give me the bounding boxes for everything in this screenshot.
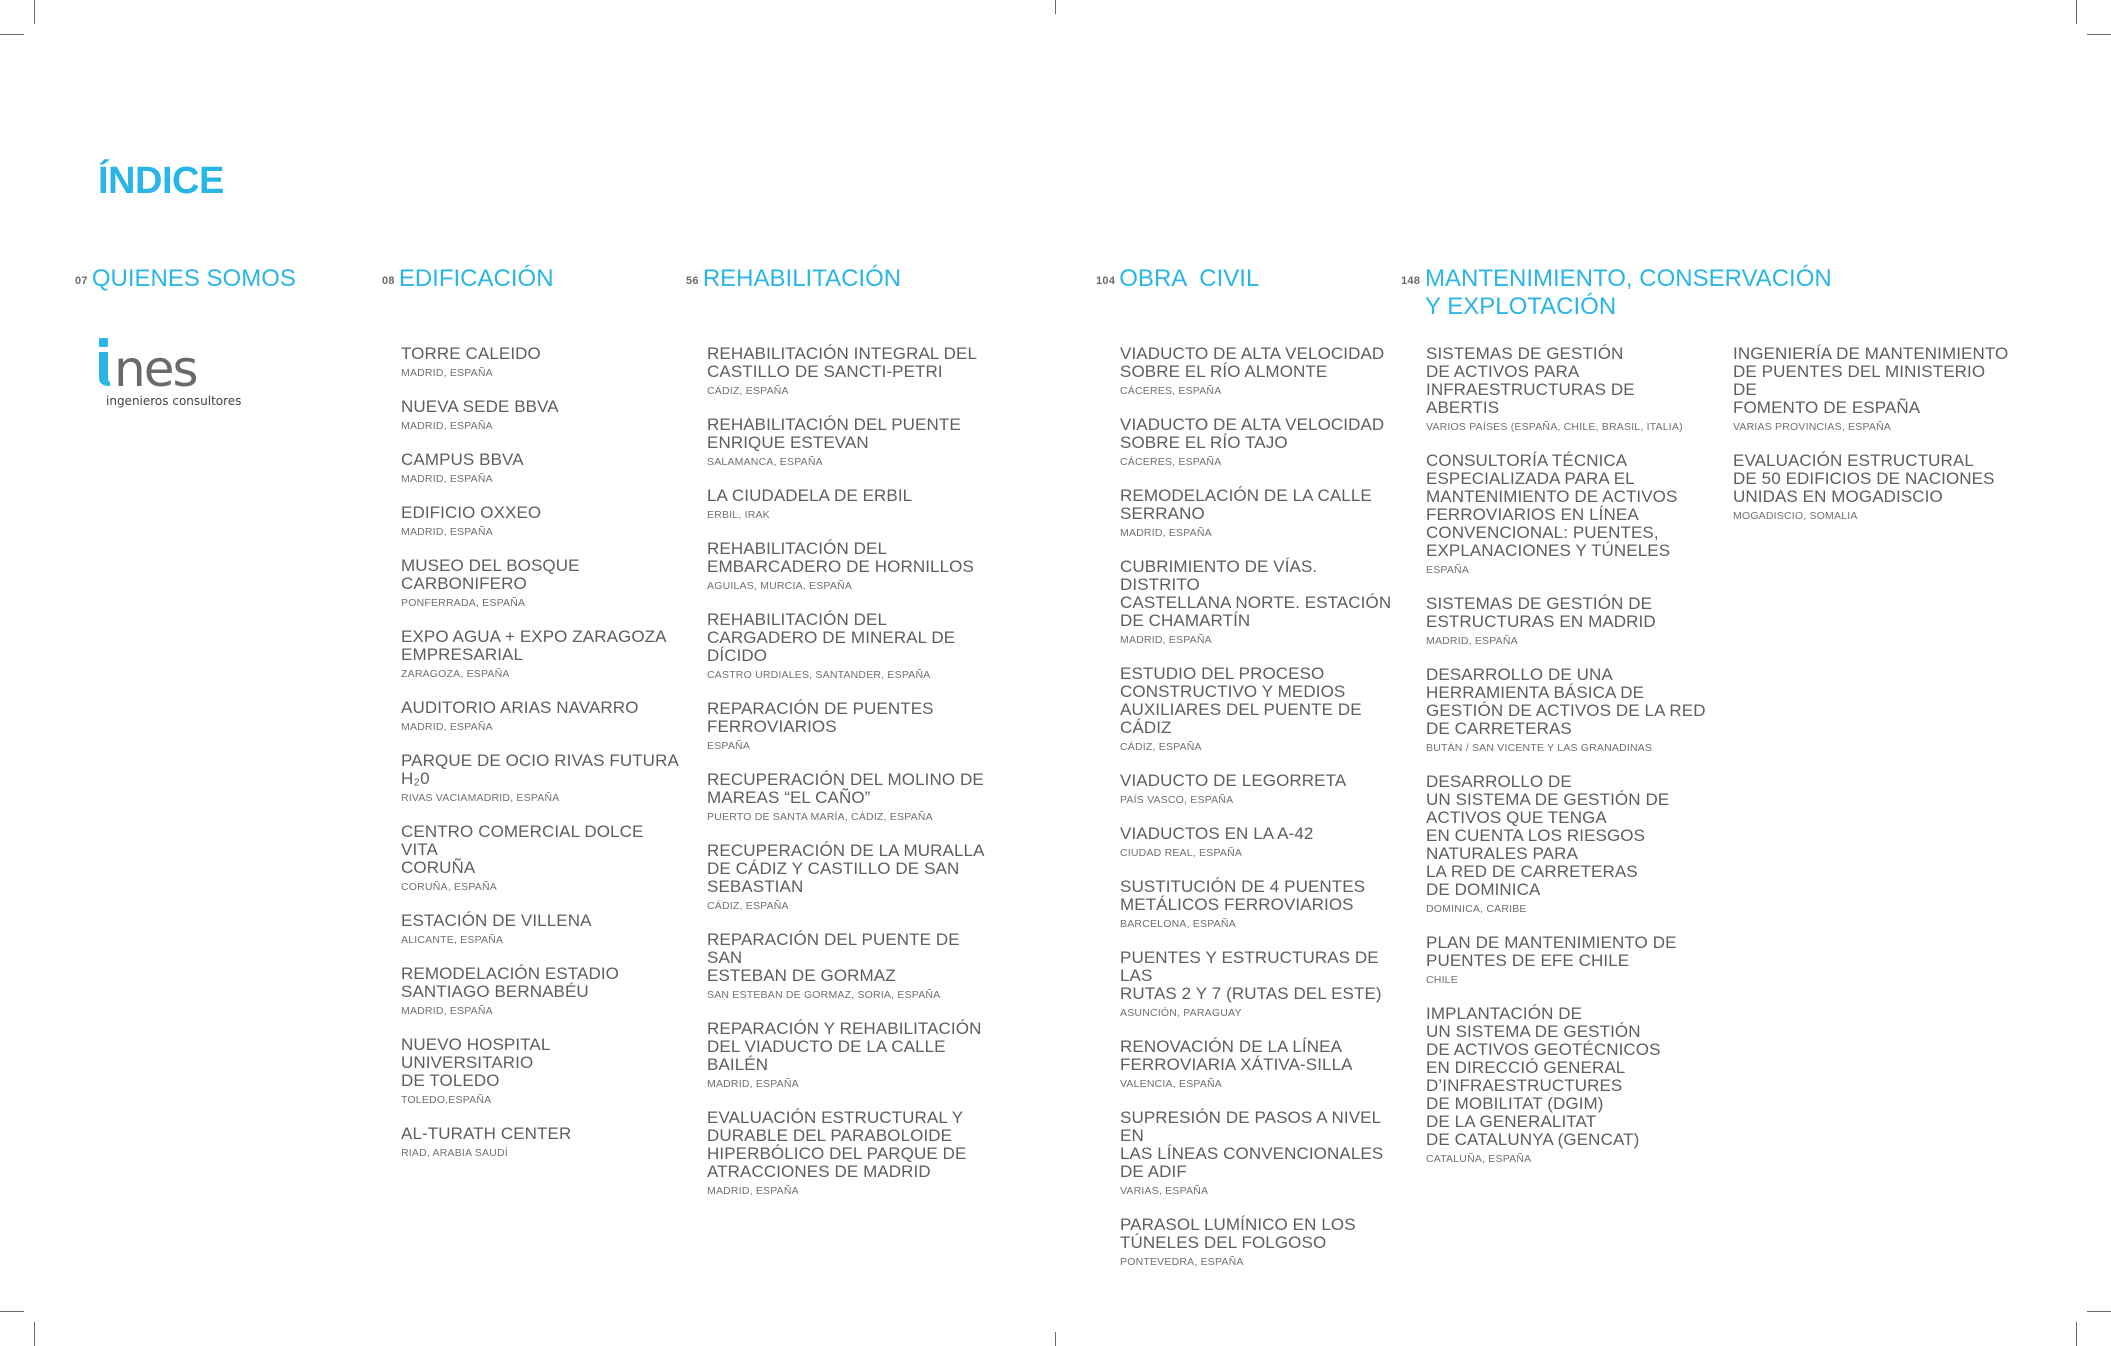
crop-mark (34, 0, 35, 24)
entry-title: RENOVACIÓN DE LA LÍNEA FERROVIARIA XÁTIVA-SILLA (1120, 1037, 1353, 1074)
entry-location: MADRID, ESPAÑA (401, 420, 493, 432)
entry-title: DESARROLLO DE UN SISTEMA DE GESTIÓN DE ACTIVOS QUE TENGA EN CUENTA LOS RIESGOS NATURALES PARA LA RED DE CARRETERAS DE DOMINICA (1426, 772, 1670, 899)
section-heading-rehabilitacion[interactable] (686, 265, 901, 295)
index-entry[interactable] (401, 912, 681, 947)
entry-location: CASTRO URDIALES, SANTANDER, ESPAÑA (707, 669, 931, 681)
entry-title: AUDITORIO ARIAS NAVARRO (401, 698, 639, 717)
column-mantenimiento-2 (1733, 345, 2013, 541)
entry-title: REPARACIÓN DEL PUENTE DE SAN ESTEBAN DE GORMAZ (707, 930, 960, 985)
index-entry[interactable] (707, 1020, 987, 1091)
entry-title: EVALUACIÓN ESTRUCTURAL DE 50 EDIFICIOS DE NACIONES UNIDAS EN MOGADISCIO (1733, 451, 1995, 506)
column-obra-civil (1120, 345, 1400, 1287)
entry-title: EVALUACIÓN ESTRUCTURAL Y DURABLE DEL PARABOLOIDE HIPERBÓLICO DEL PARQUE DE ATRACCIONES DE MADRID (707, 1108, 967, 1181)
crop-mark (1055, 0, 1056, 14)
index-entry[interactable] (1733, 452, 2013, 523)
entry-location: VARIOS PAÍSES (ESPAÑA, CHILE, BRASIL, ITALIA) (1426, 421, 1683, 433)
entry-title: CAMPUS BBVA (401, 450, 524, 469)
entry-location: ZARAGOZA, ESPAÑA (401, 668, 510, 680)
index-entry[interactable] (707, 611, 987, 682)
entry-location: ESPAÑA (1426, 564, 1470, 576)
crop-mark (34, 1322, 35, 1346)
entry-location: MADRID, ESPAÑA (401, 473, 493, 485)
section-heading-obra-civil[interactable] (1096, 265, 1259, 295)
index-entry[interactable] (707, 416, 987, 469)
entry-location: MADRID, ESPAÑA (707, 1078, 799, 1090)
entry-location: SALAMANCA, ESPAÑA (707, 456, 823, 468)
entry-location: MADRID, ESPAÑA (707, 1185, 799, 1197)
index-entry[interactable] (1120, 558, 1400, 647)
entry-title: PLAN DE MANTENIMIENTO DE PUENTES DE EFE CHILE (1426, 933, 1677, 970)
section-label: REHABILITACIÓN (702, 265, 902, 292)
entry-title: AL-TURATH CENTER (401, 1124, 572, 1143)
entry-title: REPARACIÓN Y REHABILITACIÓN DEL VIADUCTO DE LA CALLE BAILÉN (707, 1019, 982, 1074)
crop-mark (2076, 0, 2077, 24)
entry-location: CÁCERES, ESPAÑA (1120, 456, 1222, 468)
entry-title: SUPRESIÓN DE PASOS A NIVEL EN LAS LÍNEAS CONVENCIONALES DE ADIF (1120, 1108, 1384, 1181)
index-entry[interactable] (401, 752, 681, 805)
index-entry[interactable] (1120, 1038, 1400, 1091)
ines-logo (96, 334, 246, 414)
index-entry[interactable] (401, 699, 681, 734)
section-heading-mantenimiento[interactable] (1401, 265, 1861, 321)
index-entry[interactable] (707, 487, 987, 522)
entry-location: MADRID, ESPAÑA (1120, 634, 1212, 646)
logo-tagline: ingenieros consultores (106, 394, 242, 408)
section-label: OBRA CIVIL (1119, 265, 1260, 292)
section-label: MANTENIMIENTO, CONSERVACIÓN Y EXPLOTACIÓN (1425, 265, 1832, 320)
entry-location: CHILE (1426, 974, 1458, 986)
index-entry[interactable] (1120, 345, 1400, 398)
page-title: ÍNDICE (98, 160, 224, 202)
index-entry[interactable] (1120, 1216, 1400, 1269)
index-entry[interactable] (401, 398, 681, 433)
index-entry[interactable] (401, 965, 681, 1018)
index-entry[interactable] (707, 931, 987, 1002)
entry-location: MADRID, ESPAÑA (401, 526, 493, 538)
section-heading-quienes-somos[interactable] (75, 265, 296, 295)
entry-location: MOGADISCIO, SOMALIA (1733, 510, 1858, 522)
entry-title: INGENIERÍA DE MANTENIMIENTO DE PUENTES DEL MINISTERIO DE FOMENTO DE ESPAÑA (1733, 344, 2009, 417)
crop-mark (1055, 1332, 1056, 1346)
entry-location: VALENCIA, ESPAÑA (1120, 1078, 1223, 1090)
entry-title: REMODELACIÓN ESTADIO SANTIAGO BERNABÉU (401, 964, 619, 1001)
entry-location: MADRID, ESPAÑA (1426, 635, 1518, 647)
index-entry[interactable] (401, 823, 681, 894)
entry-location: VARIAS PROVINCIAS, ESPAÑA (1733, 421, 1892, 433)
entry-title: CONSULTORÍA TÉCNICA ESPECIALIZADA PARA EL MANTENIMIENTO DE ACTIVOS FERROVIARIOS EN LÍNEA CONVENCIONAL: PUENTES, EXPLANACIONES Y TÚNELES (1426, 451, 1678, 560)
entry-title: SUSTITUCIÓN DE 4 PUENTES METÁLICOS FERROVIARIOS (1120, 877, 1366, 914)
entry-title: REMODELACIÓN DE LA CALLE SERRANO (1120, 486, 1372, 523)
entry-location: ASUNCIÓN, PARAGUAY (1120, 1007, 1242, 1019)
index-entry[interactable] (707, 540, 987, 593)
entry-title: CENTRO COMERCIAL DOLCE VITA CORUÑA (401, 822, 644, 877)
column-edificacion (401, 345, 681, 1178)
index-entry[interactable] (1120, 487, 1400, 540)
crop-mark (2076, 1322, 2077, 1346)
entry-title: CUBRIMIENTO DE VÍAS. DISTRITO CASTELLANA NORTE. ESTACIÓN DE CHAMARTÍN (1120, 557, 1392, 630)
section-label: EDIFICACIÓN (398, 265, 554, 292)
entry-location: CÁCERES, ESPAÑA (1120, 385, 1222, 397)
entry-location: PAÍS VASCO, ESPAÑA (1120, 794, 1234, 806)
entry-location: RIVAS VACIAMADRID, ESPAÑA (401, 792, 560, 804)
entry-title: MUSEO DEL BOSQUE CARBONIFERO (401, 556, 580, 593)
crop-mark (2087, 34, 2111, 35)
entry-title: PARQUE DE OCIO RIVAS FUTURA H₂0 (401, 751, 679, 788)
entry-location: DOMINICA, CARIBE (1426, 903, 1527, 915)
column-mantenimiento-1 (1426, 345, 1706, 1184)
entry-location: CATALUÑA, ESPAÑA (1426, 1153, 1532, 1165)
crop-mark (0, 34, 24, 35)
entry-title: PARASOL LUMÍNICO EN LOS TÚNELES DEL FOLGOSO (1120, 1215, 1356, 1252)
section-page-number: 56 (686, 275, 699, 287)
index-entry[interactable] (401, 1036, 681, 1107)
index-entry[interactable] (1426, 773, 1706, 916)
crop-mark (2087, 1311, 2111, 1312)
index-entry[interactable] (401, 451, 681, 486)
section-page-number: 08 (382, 275, 395, 287)
entry-title: REHABILITACIÓN DEL CARGADERO DE MINERAL DE DÍCIDO (707, 610, 956, 665)
entry-title: REHABILITACIÓN DEL EMBARCADERO DE HORNILLOS (707, 539, 974, 576)
entry-location: BUTÁN / SAN VICENTE Y LAS GRANADINAS (1426, 742, 1653, 754)
entry-location: CÁDIZ, ESPAÑA (1120, 741, 1202, 753)
entry-location: CIUDAD REAL, ESPAÑA (1120, 847, 1243, 859)
section-heading-edificacion[interactable] (382, 265, 554, 295)
entry-location: CÁDIZ, ESPAÑA (707, 900, 789, 912)
entry-title: REHABILITACIÓN DEL PUENTE ENRIQUE ESTEVAN (707, 415, 961, 452)
index-entry[interactable] (1120, 825, 1400, 860)
index-entry[interactable] (707, 842, 987, 913)
entry-title: VIADUCTO DE LEGORRETA (1120, 771, 1347, 790)
section-page-number: 07 (75, 275, 88, 287)
index-entry[interactable] (1120, 665, 1400, 754)
index-entry[interactable] (401, 1125, 681, 1160)
entry-location: ESPAÑA (707, 740, 751, 752)
section-label: QUIENES SOMOS (91, 265, 296, 292)
entry-title: TORRE CALEIDO (401, 344, 541, 363)
entry-location: MADRID, ESPAÑA (401, 367, 493, 379)
entry-location: TOLEDO,ESPAÑA (401, 1094, 492, 1106)
section-page-number: 104 (1096, 275, 1116, 287)
entry-location: VARIAS, ESPAÑA (1120, 1185, 1209, 1197)
entry-title: RECUPERACIÓN DE LA MURALLA DE CÁDIZ Y CASTILLO DE SAN SEBASTIAN (707, 841, 985, 896)
index-entry[interactable] (1120, 878, 1400, 931)
entry-title: ESTACIÓN DE VILLENA (401, 911, 592, 930)
index-entry[interactable] (1733, 345, 2013, 434)
entry-location: AGUILAS, MURCIA, ESPAÑA (707, 580, 853, 592)
entry-title: ESTUDIO DEL PROCESO CONSTRUCTIVO Y MEDIOS AUXILIARES DEL PUENTE DE CÁDIZ (1120, 664, 1362, 737)
index-entry[interactable] (1426, 934, 1706, 987)
entry-location: PONFERRADA, ESPAÑA (401, 597, 526, 609)
column-rehabilitacion (707, 345, 987, 1216)
index-entry[interactable] (1426, 1005, 1706, 1166)
entry-title: IMPLANTACIÓN DE UN SISTEMA DE GESTIÓN DE ACTIVOS GEOTÉCNICOS EN DIRECCIÓ GENERAL D’INFRAESTRUCTURES DE MOBILITAT (DGIM) DE LA GENERALITAT DE CATALUNYA (GENCAT) (1426, 1004, 1661, 1149)
index-entry[interactable] (707, 345, 987, 398)
entry-title: REHABILITACIÓN INTEGRAL DEL CASTILLO DE SANCTI-PETRI (707, 344, 978, 381)
entry-title: LA CIUDADELA DE ERBIL (707, 486, 913, 505)
index-entry[interactable] (401, 345, 681, 380)
index-entry[interactable] (1120, 949, 1400, 1020)
entry-location: PONTEVEDRA, ESPAÑA (1120, 1256, 1244, 1268)
entry-title: VIADUCTO DE ALTA VELOCIDAD SOBRE EL RÍO ALMONTE (1120, 344, 1385, 381)
entry-location: ALICANTE, ESPAÑA (401, 934, 504, 946)
entry-title: REPARACIÓN DE PUENTES FERROVIARIOS (707, 699, 934, 736)
entry-title: EXPO AGUA + EXPO ZARAGOZA EMPRESARIAL (401, 627, 667, 664)
index-entry[interactable] (1120, 772, 1400, 807)
index-entry[interactable] (707, 700, 987, 753)
index-entry[interactable] (1120, 1109, 1400, 1198)
entry-location: MADRID, ESPAÑA (401, 1005, 493, 1017)
index-entry[interactable] (401, 628, 681, 681)
entry-location: PUERTO DE SANTA MARÍA, CÁDIZ, ESPAÑA (707, 811, 933, 823)
index-entry[interactable] (401, 504, 681, 539)
entry-location: MADRID, ESPAÑA (1120, 527, 1212, 539)
entry-title: PUENTES Y ESTRUCTURAS DE LAS RUTAS 2 Y 7 (RUTAS DEL ESTE) (1120, 948, 1382, 1003)
entry-title: DESARROLLO DE UNA HERRAMIENTA BÁSICA DE GESTIÓN DE ACTIVOS DE LA RED DE CARRETERAS (1426, 665, 1706, 738)
entry-location: SAN ESTEBAN DE GORMAZ, SORIA, ESPAÑA (707, 989, 941, 1001)
index-entry[interactable] (1426, 452, 1706, 577)
entry-title: VIADUCTO DE ALTA VELOCIDAD SOBRE EL RÍO TAJO (1120, 415, 1385, 452)
index-entry[interactable] (401, 557, 681, 610)
crop-mark (0, 1311, 24, 1312)
index-entry[interactable] (1426, 666, 1706, 755)
entry-location: MADRID, ESPAÑA (401, 721, 493, 733)
svg-text:nes: nes (114, 340, 197, 398)
entry-location: CORUÑA, ESPAÑA (401, 881, 497, 893)
entry-title: NUEVO HOSPITAL UNIVERSITARIO DE TOLEDO (401, 1035, 550, 1090)
section-page-number: 148 (1401, 275, 1421, 287)
entry-location: BARCELONA, ESPAÑA (1120, 918, 1236, 930)
entry-location: ERBIL, IRAK (707, 509, 770, 521)
index-entry[interactable] (1426, 595, 1706, 648)
index-entry[interactable] (1426, 345, 1706, 434)
index-entry[interactable] (707, 1109, 987, 1198)
entry-title: VIADUCTOS EN LA A-42 (1120, 824, 1314, 843)
entry-location: CÁDIZ, ESPAÑA (707, 385, 789, 397)
entry-title: RECUPERACIÓN DEL MOLINO DE MAREAS “EL CAÑO” (707, 770, 984, 807)
entry-title: EDIFICIO OXXEO (401, 503, 542, 522)
entry-title: SISTEMAS DE GESTIÓN DE ESTRUCTURAS EN MADRID (1426, 594, 1656, 631)
entry-title: SISTEMAS DE GESTIÓN DE ACTIVOS PARA INFRAESTRUCTURAS DE ABERTIS (1426, 344, 1635, 417)
index-entry[interactable] (1120, 416, 1400, 469)
index-entry[interactable] (707, 771, 987, 824)
entry-location: RIAD, ARABIA SAUDÍ (401, 1147, 508, 1159)
entry-title: NUEVA SEDE BBVA (401, 397, 559, 416)
